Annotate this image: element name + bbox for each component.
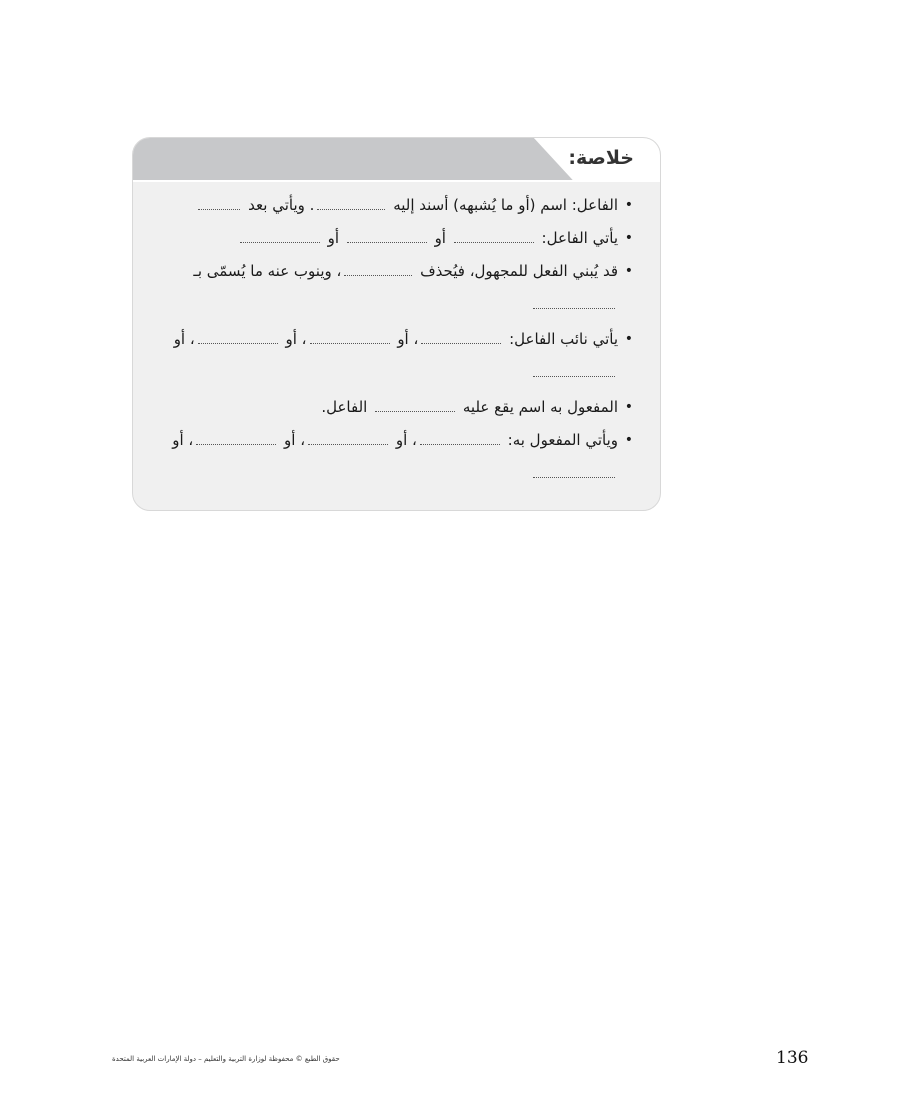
list-item: [133, 429, 660, 451]
blank-field[interactable]: [344, 263, 412, 276]
blank-field[interactable]: [533, 364, 615, 377]
item-text: الفاعل.: [321, 398, 368, 416]
item-text: قد يُبني الفعل للمجهول، فيُحذف: [420, 262, 618, 280]
blank-field[interactable]: [533, 296, 615, 309]
blank-field[interactable]: [420, 432, 500, 445]
item-text: المفعول به اسم يقع عليه: [462, 398, 618, 416]
summary-box: [132, 137, 661, 511]
blank-field[interactable]: [375, 399, 455, 412]
item-text: ، أو: [284, 431, 306, 449]
blank-field[interactable]: [198, 197, 240, 210]
list-item: [133, 328, 660, 350]
item-text: أو: [434, 229, 446, 247]
blank-field[interactable]: [198, 331, 278, 344]
item-text: ويأتي المفعول به:: [507, 431, 618, 449]
list-item: [133, 227, 660, 249]
page-number: 136: [776, 1048, 809, 1068]
item-text: ، أو: [285, 330, 307, 348]
summary-title: خلاصة:: [568, 147, 634, 169]
blank-field[interactable]: [454, 230, 534, 243]
blank-field[interactable]: [240, 230, 320, 243]
summary-list: [133, 194, 660, 462]
item-text: ، أو: [173, 330, 195, 348]
continuation-line: [530, 293, 618, 315]
blank-field[interactable]: [347, 230, 427, 243]
blank-field[interactable]: [308, 432, 388, 445]
blank-field[interactable]: [421, 331, 501, 344]
list-item: [133, 260, 660, 282]
list-item: [133, 194, 660, 216]
item-text: ، أو: [395, 431, 417, 449]
item-text: ، وينوب عنه ما يُسمّى بـ: [193, 262, 342, 280]
continuation-line: [530, 361, 618, 383]
item-text: يأتي الفاعل:: [541, 229, 618, 247]
item-text: أو: [327, 229, 339, 247]
item-text: ، أو: [397, 330, 419, 348]
blank-field[interactable]: [196, 432, 276, 445]
continuation-line: [530, 462, 618, 484]
copyright-footer: حقوق الطبع © محفوظة لوزارة التربية والتعليم – دولة الإمارات العربية المتحدة: [112, 1055, 340, 1063]
item-text: يأتي نائب الفاعل:: [509, 330, 618, 348]
blank-field[interactable]: [317, 197, 385, 210]
blank-field[interactable]: [310, 331, 390, 344]
item-text: . ويأتي بعد: [248, 196, 315, 214]
item-text: الفاعل: اسم (أو ما يُشبهه) أسند إليه: [393, 196, 618, 214]
blank-field[interactable]: [533, 465, 615, 478]
list-item: [133, 396, 660, 418]
item-text: ، أو: [172, 431, 194, 449]
